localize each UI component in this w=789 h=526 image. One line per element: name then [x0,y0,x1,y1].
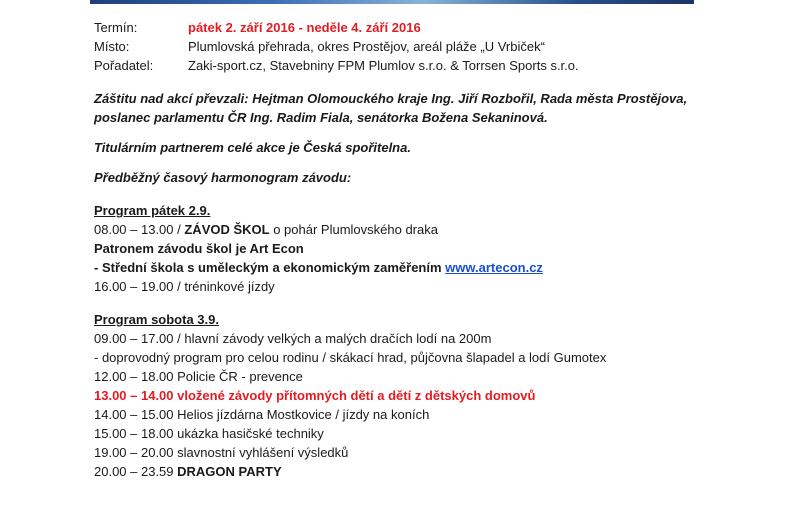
term-row [94,18,754,37]
place-row [94,37,754,56]
saturday-children-races: 13.00 – 14.00 vložené závody přítomných dětí a dětí z dětských domovů [94,388,536,403]
friday-heading: Program pátek 2.9. [94,203,211,218]
term-label: Termín: [94,20,138,35]
place-value: Plumlovská přehrada, okres Prostějov, areál pláže „U Vrbiček“ [188,39,545,54]
spacer [94,296,754,310]
organizer-label: Pořadatel: [94,58,154,73]
spacer [94,75,754,89]
place-label: Místo: [94,39,130,54]
friday-patron-line: Patronem závodu škol je Art Econ [94,241,304,256]
friday-school-race [94,220,754,239]
school-race-title: ZÁVOD ŠKOL [184,222,270,237]
saturday-side-program: - doprovodný program pro celou rodinu / skákací hrad, půjčovna šlapadel a lodí Gumotex [94,350,607,365]
header-banner-strip [90,0,694,4]
saturday-firefighters: 15.00 – 18.00 ukázka hasičské techniky [94,426,324,441]
event-document [94,18,754,481]
saturday-main-races: 09.00 – 17.00 / hlavní závody velkých a malých dračích lodí na 200m [94,331,492,346]
term-value: pátek 2. září 2016 - neděle 4. září 2016 [188,20,421,35]
saturday-heading: Program sobota 3.9. [94,312,219,327]
saturday-party [94,462,754,481]
organizer-value: Zaki-sport.cz, Stavebniny FPM Plumlov s.r.o. & Torrsen Sports s.r.o. [188,58,579,73]
school-race-desc: o pohár Plumlovského draka [269,222,438,237]
patronage-line-2: poslanec parlamentu ČR Ing. Radim Fiala, senátorka Božena Sekaninová. [94,110,548,125]
patronage-line-1: Záštitu nad akcí převzali: Hejtman Olomouckého kraje Ing. Jiří Rozbořil, Rada města Prostějova, [94,91,688,106]
friday-school-line [94,258,754,277]
organizer-row [94,56,754,75]
friday-training: 16.00 – 19.00 / tréninkové jízdy [94,279,275,294]
artecon-link[interactable]: www.artecon.cz [445,260,543,275]
school-name: - Střední škola s uměleckým a ekonomickým zaměřením [94,260,446,275]
schedule-heading: Předběžný časový harmonogram závodu: [94,170,352,185]
spacer [94,127,754,138]
saturday-horses: 14.00 – 15.00 Helios jízdárna Mostkovice / jízdy na koních [94,407,430,422]
spacer [94,157,754,168]
saturday-police: 12.00 – 18.00 Policie ČR - prevence [94,369,303,384]
friday-school-race-time: 08.00 – 13.00 / [94,222,185,237]
party-name: DRAGON PARTY [177,464,282,479]
partner-line: Titulárním partnerem celé akce je Česká spořitelna. [94,140,411,155]
saturday-awards: 19.00 – 20.00 slavnostní vyhlášení výsledků [94,445,349,460]
spacer [94,187,754,201]
party-time: 20.00 – 23.59 [94,464,178,479]
